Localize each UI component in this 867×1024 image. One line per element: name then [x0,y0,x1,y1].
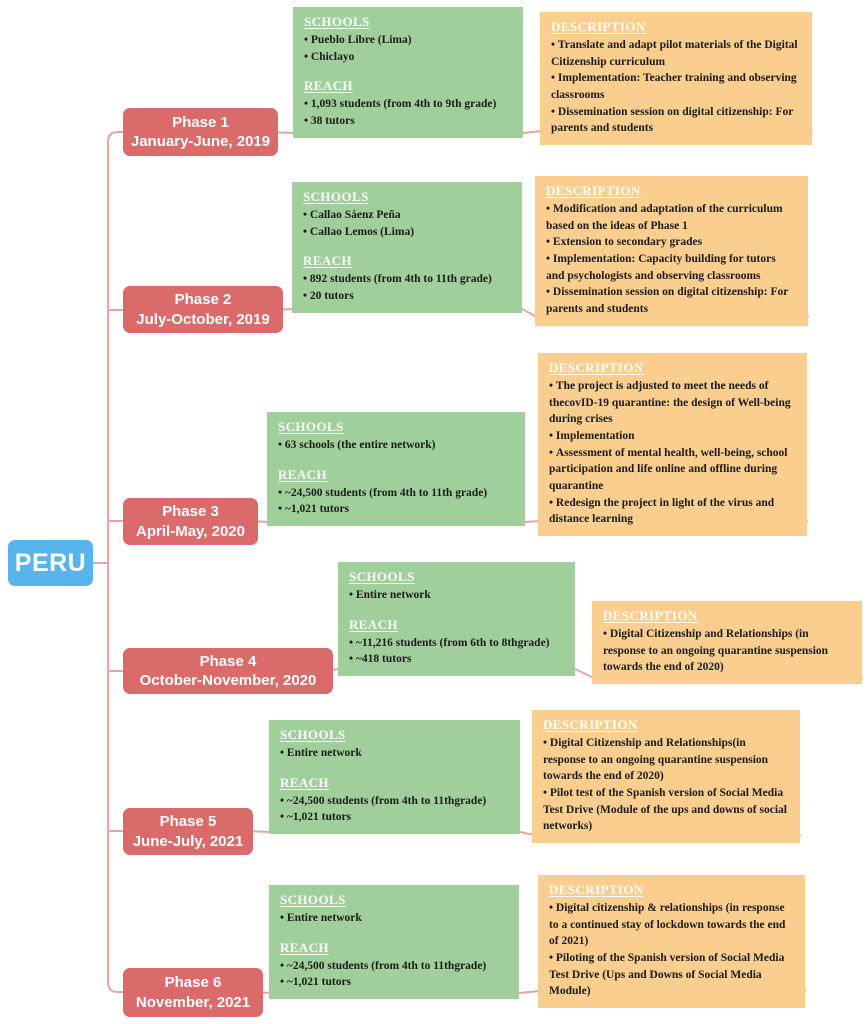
phase-3-schools-reach-box [267,412,525,526]
school-item: • 63 schools (the entire network) [278,437,514,454]
phase-3-dates: April-May, 2020 [136,522,245,540]
reach-heading: REACH [280,939,329,955]
description-heading: DESCRIPTION [546,183,641,198]
description-item: • Digital citizenship & relationships (in response to a continued stay of lockdown towards the end of 2021) [549,900,794,950]
reach-heading: REACH [278,466,327,482]
phase-4-description-box [592,601,862,684]
description-heading: DESCRIPTION [549,882,644,897]
phase-1-title: Phase 1 [172,113,229,131]
phase-5-node [123,808,253,855]
phase-1-dates: January-June, 2019 [130,133,271,150]
reach-item: • 892 students (from 4th to 11th grade) [303,271,511,288]
school-item: • Pueblo Libre (Lima) [304,32,512,49]
reach-item: • ~1,021 tutors [278,501,514,518]
root-node-peru [8,540,93,586]
phase-3-description-box [538,353,807,536]
phase-6-dates: November, 2021 [135,993,251,1011]
description-item: • Implementation: Capacity building for tutors and psychologists and observing classrooms [546,251,797,284]
phase-1-description-box [540,12,812,145]
description-item: • Assessment of mental health, well-being, school participation and life online and offline during quarantine [549,445,796,495]
phase-2-dates: July-October, 2019 [136,310,270,328]
description-item: • Extension to secondary grades [546,234,797,251]
phase-1-schools-reach-box [293,7,523,138]
schools-heading: SCHOOLS [278,419,344,434]
description-item: • Digital Citizenship and Relationships(in response to an ongoing quarantine suspension towards the end of 2020) [543,735,789,785]
phase-4-schools-reach-box [338,562,575,676]
phase-6-node [123,968,263,1017]
reach-item: • 20 tutors [303,288,511,305]
schools-heading: SCHOOLS [303,189,369,204]
reach-item: • ~1,021 tutors [280,974,508,991]
phase-5-schools-reach-box [269,720,520,834]
phase-6-title: Phase 6 [164,974,222,991]
reach-item: • 1,093 students (from 4th to 9th grade) [304,96,512,113]
school-item: • Callao Sáenz Peña [303,207,511,224]
reach-heading: REACH [349,616,398,632]
description-item: • Piloting of the Spanish version of Social Media Test Drive (Ups and Downs of Social Media Module) [549,950,794,1000]
phase-2-title: Phase 2 [174,291,232,308]
description-item: • Translate and adapt pilot materials of the Digital Citizenship curriculum [551,37,801,70]
phase-2-node [123,286,283,333]
schools-heading: SCHOOLS [280,892,346,907]
school-item: • Entire network [349,587,564,604]
phase-3-node [123,498,258,545]
description-item: • Digital Citizenship and Relationships (in response to an ongoing quarantine suspension towards the end of 2020) [603,626,851,676]
description-heading: DESCRIPTION [543,717,638,732]
description-heading: DESCRIPTION [603,608,698,623]
description-item: • Modification and adaptation of the curriculum based on the ideas of Phase 1 [546,201,797,234]
connector-trunk [108,132,140,992]
school-item: • Chiclayo [304,49,512,66]
schools-heading: SCHOOLS [349,569,415,584]
description-item: • Implementation: Teacher training and observing classrooms [551,70,801,103]
reach-item: • ~24,500 students (from 4th to 11th grade) [278,485,514,502]
phase-2-description-box [535,176,808,326]
school-item: • Callao Lemos (Lima) [303,224,511,241]
school-item: • Entire network [280,910,508,927]
reach-item: • ~1,021 tutors [280,809,509,826]
description-item: • The project is adjusted to meet the needs of thecovID-19 quarantine: the design of Well-being during crises [549,378,796,428]
phase-6-description-box [538,875,805,1008]
reach-heading: REACH [304,78,353,94]
root-label: PERU [14,548,87,577]
schools-heading: SCHOOLS [280,727,346,742]
reach-heading: REACH [280,774,329,790]
reach-item: • 38 tutors [304,113,512,130]
description-heading: DESCRIPTION [551,19,646,34]
phase-4-dates: October-November, 2020 [139,672,317,689]
phase-1-node [123,108,278,156]
reach-item: • ~24,500 students (from 4th to 11thgrade) [280,793,509,810]
description-item: • Redesign the project in light of the virus and distance learning [549,495,796,528]
reach-item: • ~24,500 students (from 4th to 11thgrade) [280,958,508,975]
phase-5-title: Phase 5 [159,813,217,830]
reach-heading: REACH [303,253,352,269]
description-item: • Implementation [549,428,796,445]
phase-5-dates: June-July, 2021 [132,832,244,850]
phase-6-schools-reach-box [269,885,519,999]
schools-heading: SCHOOLS [304,14,370,29]
description-item: • Dissemination session on digital citizenship: For parents and students [551,104,801,137]
description-item: • Pilot test of the Spanish version of Social Media Test Drive (Module of the ups and downs of social networks) [543,785,789,835]
reach-item: • ~418 tutors [349,651,564,668]
phase-3-title: Phase 3 [162,503,219,520]
reach-item: • ~11,216 students (from 6th to 8thgrade) [349,635,564,652]
school-item: • Entire network [280,745,509,762]
phase-2-schools-reach-box [292,182,522,313]
description-heading: DESCRIPTION [549,360,644,375]
phase-5-description-box [532,710,800,843]
phase-4-node [123,648,333,694]
phase-4-title: Phase 4 [199,652,257,670]
description-item: • Dissemination session on digital citizenship: For parents and students [546,284,797,317]
